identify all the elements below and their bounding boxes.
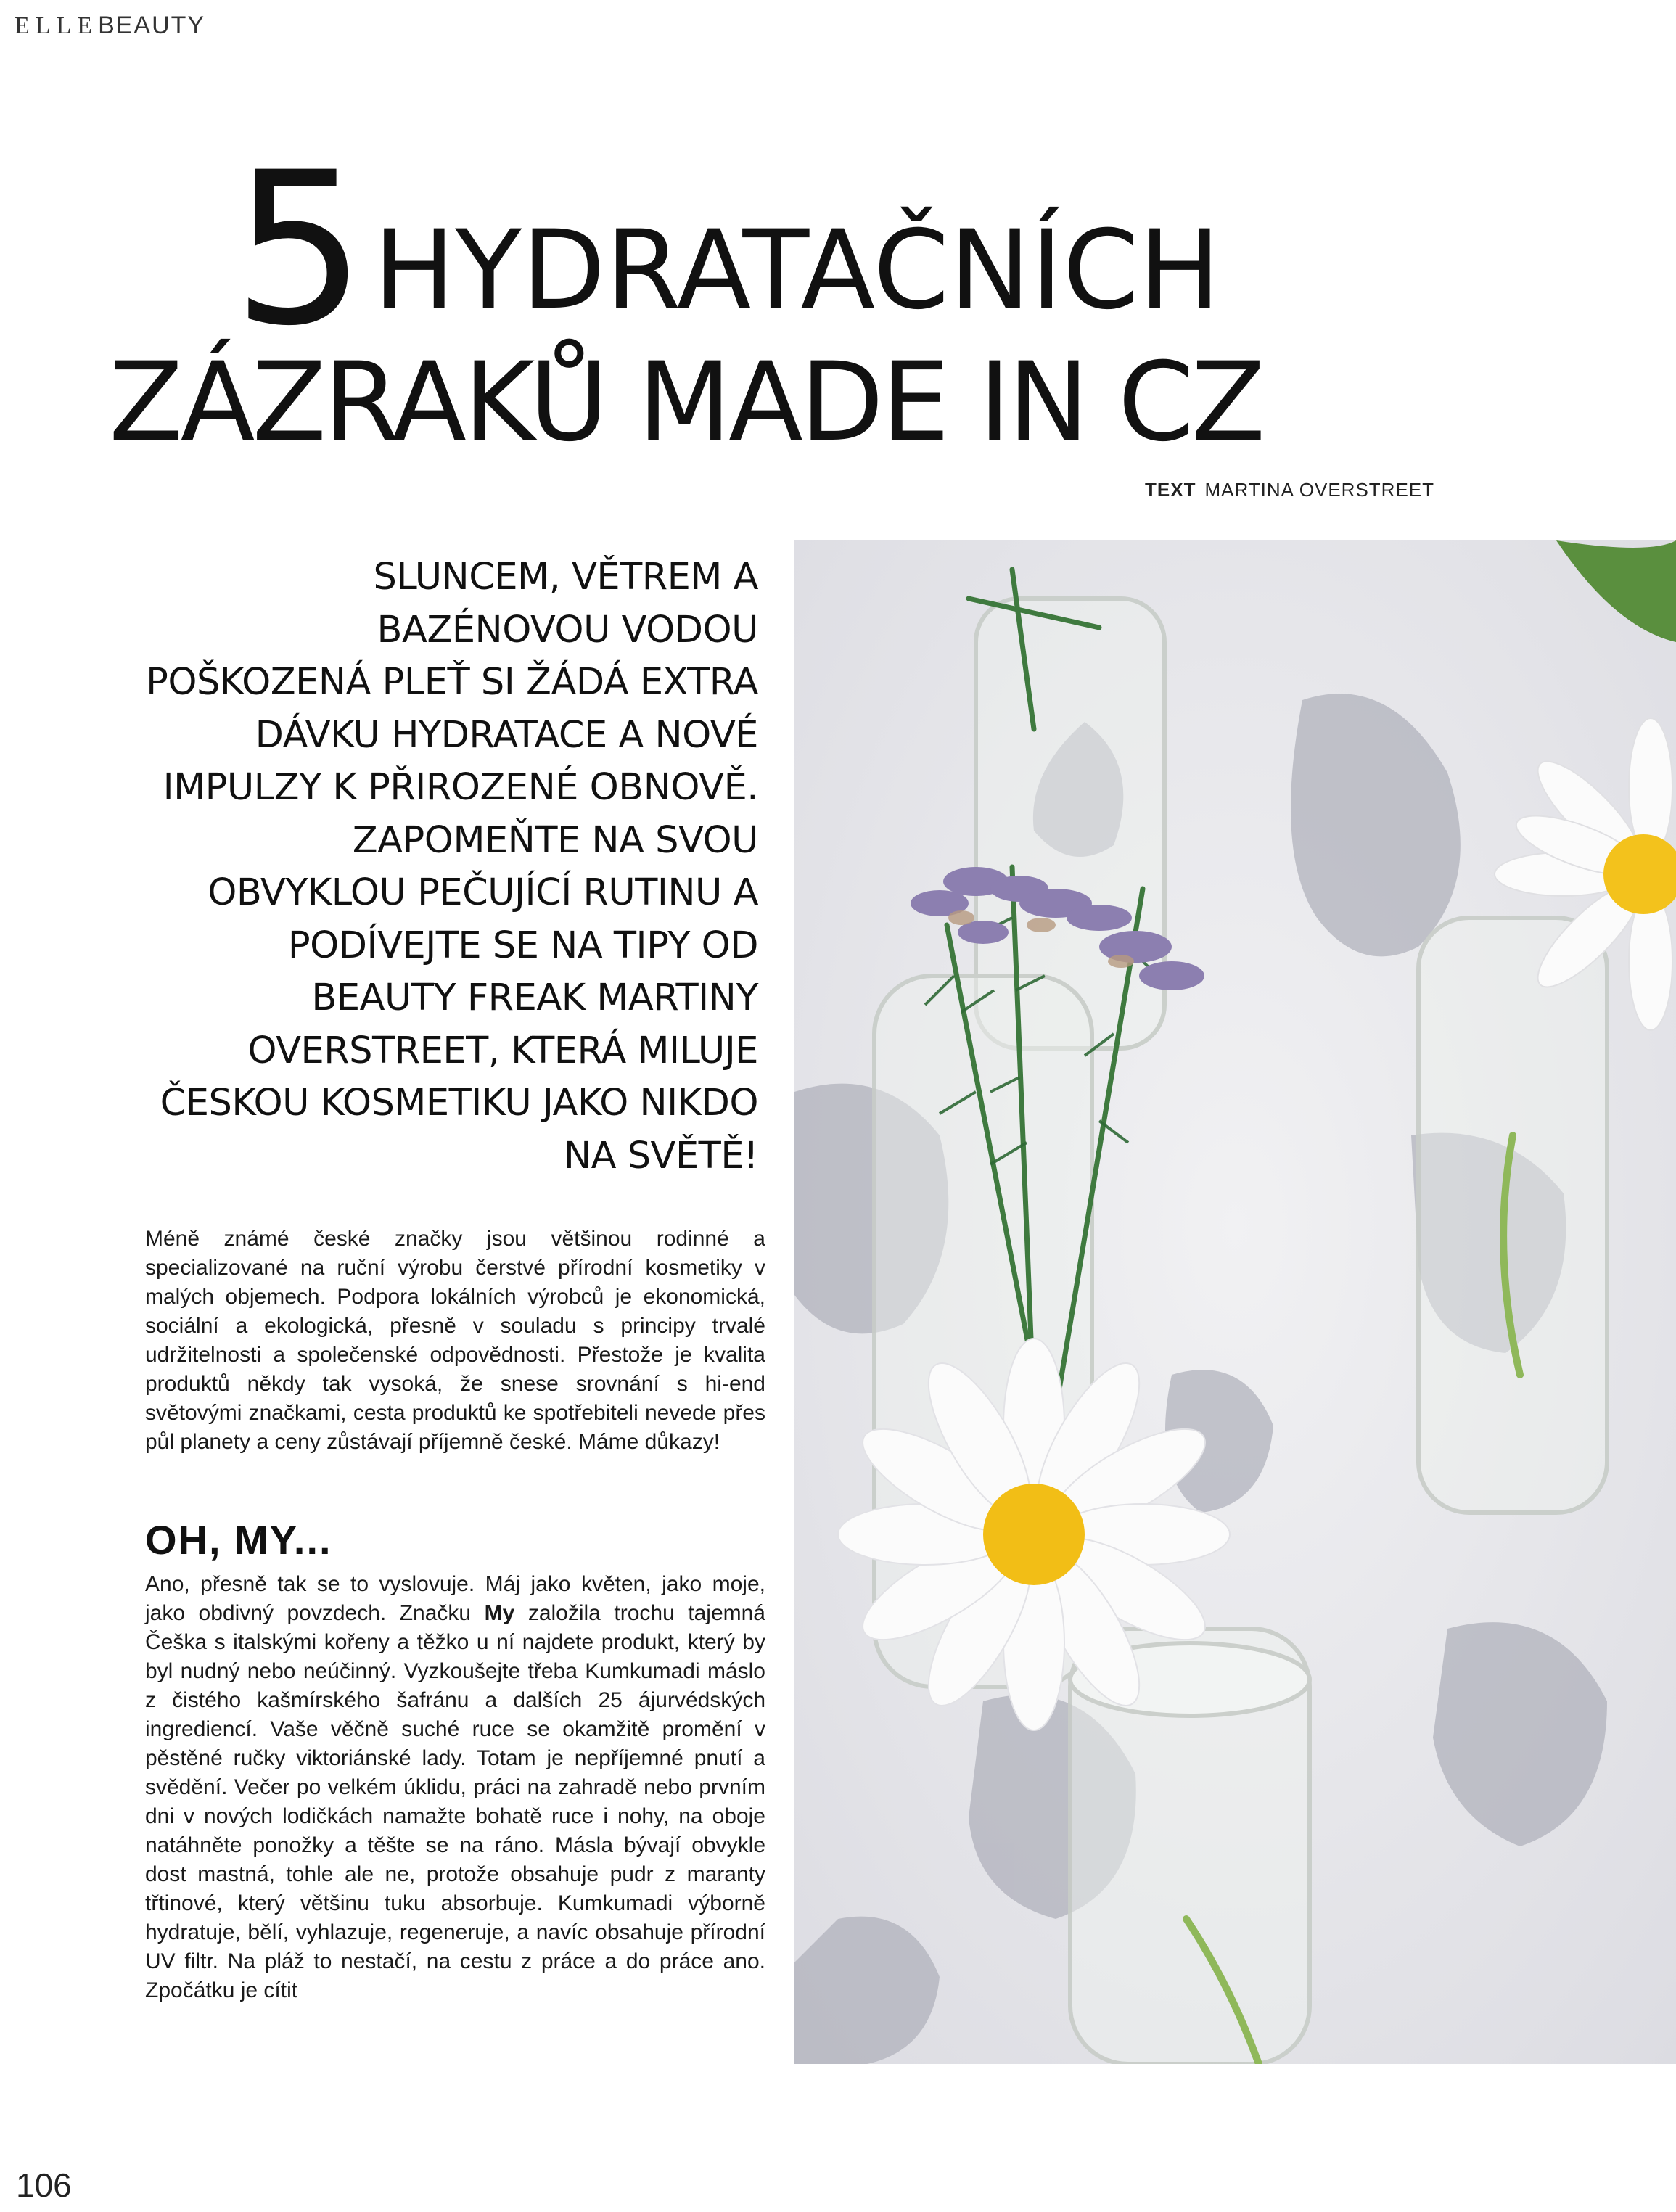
elle-logo: ELLE [15,12,99,39]
section-paragraph [145,1570,765,2005]
page-number: 106 [16,2166,72,2204]
title-line-1 [109,128,1487,372]
byline-label: TEXT [1145,479,1196,501]
title-word-1: HYDRATAČNÍCH [373,207,1221,334]
section-heading: OH, MY... [145,1517,332,1563]
section-text-start: Ano, přesně tak se to vyslovuje. Máj jako květen, jako moje, jako obdivný povzdech. Značku [145,1572,765,1625]
section-text-end: založila trochu tajemná Češka s italskými kořeny a těžko u ní najdete produkt, který by byl nudný nebo neúčinný. Vyzkoušejte třeba Kumkumadi máslo z čistého kašmírského šafránu a dalších 25 ájurvédských ingrediencí. Vaše věčně suché ruce se okamžitě promění v pěstěné ručky viktoriánské lady. Totam je nepříjemné pnutí a svědění. Večer po velkém úklidu, práci na zahradě nebo prvním dni v nových lodičkách namažte bohatě ruce i nohy, na oboje natáhněte ponožky a těšte se na ráno. Másla bývají obvykle dost mastná, tohle ale ne, protože obsahuje pudr z maranty třtinové, který většinu tuku absorbuje. Kumkumadi výborně hydratuje, bělí, vyhlazuje, regeneruje, a navíc obsahuje přírodní UV filtr. Na pláž to nestačí, na cestu z práce a do práce ano. Zpočátku je cítit [145,1601,765,2002]
article-title [109,128,1487,466]
byline-author: MARTINA OVERSTREET [1204,479,1435,501]
intro-paragraph: Méně známé české značky jsou většinou rodinné a specializované na ruční výrobu čerstvé přírodní kosmetiky v malých objemech. Podpora lokálních výrobců je ekonomická, sociální a ekologická, přesně v souladu s principy trvalé udržitelnosti a společenské odpovědnosti. Přestože je kvalita produktů někdy tak vysoká, že snese srovnání s hi-end světovými značkami, cesta produktů ke spotřebiteli nevede přes půl planety a ceny zůstávají příjemně české. Máme důkazy! [145,1227,765,1454]
title-line-2: ZÁZRAKŮ MADE IN CZ [109,340,1263,466]
flowers-photo [794,540,1676,2064]
byline [1145,479,1434,501]
magazine-header [15,12,205,40]
section-label: BEAUTY [98,12,206,39]
title-number: 5 [232,128,359,372]
flowers-illustration [794,540,1676,2064]
brand-name: My [484,1601,515,1625]
lead-paragraph: SLUNCEM, VĚTREM A BAZÉNOVOU VODOU POŠKOZENÁ PLEŤ SI ŽÁDÁ EXTRA DÁVKU HYDRATACE A NOVÉ IMPULZY K PŘIROZENÉ OBNOVĚ. ZAPOMEŇTE NA SVOU OBVYKLOU PEČUJÍCÍ RUTINU A PODÍVEJTE SE NA TIPY OD BEAUTY FREAK MARTINY OVERSTREET, KTERÁ MILUJE ČESKOU KOSMETIKU JAKO NIKDO NA SVĚTĚ! [146,556,758,1177]
